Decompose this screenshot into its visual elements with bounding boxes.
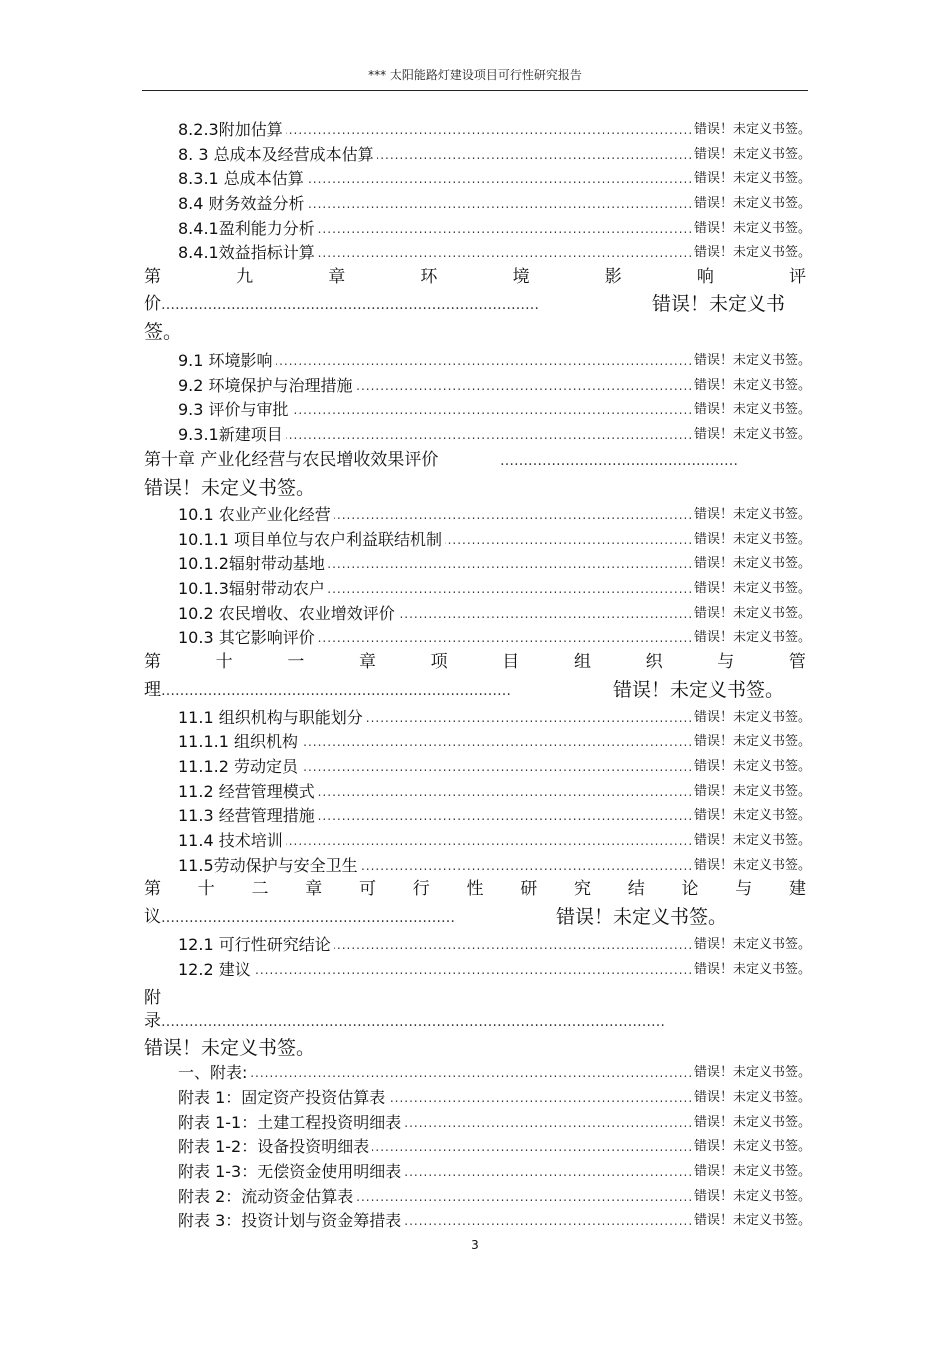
chapter-char: 织 — [645, 652, 663, 672]
toc-entry-label: 11.1 组织机构与职能划分 — [178, 708, 366, 728]
toc-entry-label: 12.1 可行性研究结论 — [178, 935, 334, 955]
toc-entry-error: 错误！未定义书签。 — [694, 710, 812, 725]
chapter-char: 章 — [358, 652, 376, 672]
dot-leader — [178, 1063, 694, 1083]
toc-entry-error: 错误！未定义书签。 — [694, 1115, 812, 1130]
toc-entry-error: 错误！未定义书签。 — [694, 532, 812, 547]
chapter-char: 项 — [430, 652, 448, 672]
chapter-char: 管 — [788, 652, 806, 672]
toc-entry-error: 错误！未定义书签。 — [694, 378, 812, 393]
toc-entry-10-2[interactable] — [178, 604, 818, 624]
chapter-char: 论 — [681, 879, 699, 899]
chapter-char: 第 — [144, 652, 161, 672]
toc-entry-label: 一、附表: — [178, 1063, 250, 1083]
chapter-11-error: 错误！未定义书签。 — [613, 679, 785, 701]
toc-entry-label: 8.4.1盈利能力分析 — [178, 219, 318, 239]
toc-entry-label: 10.3 其它影响评价 — [178, 628, 318, 648]
chapter-char: 二 — [251, 879, 269, 899]
toc-entry-error: 错误！未定义书签。 — [694, 784, 812, 799]
chapter-char: 组 — [573, 652, 591, 672]
toc-entry-error: 错误！未定义书签。 — [694, 630, 812, 645]
chapter-char: 环 — [420, 267, 438, 287]
toc-entry-9-1[interactable] — [178, 351, 818, 371]
toc-entry-table-2[interactable] — [178, 1187, 818, 1207]
chapter-char: 十 — [197, 879, 215, 899]
toc-entry-10-3[interactable] — [178, 628, 818, 648]
chapter-10-heading[interactable] — [144, 446, 438, 474]
toc-entry-label: 11.1.2 劳动定员 — [178, 757, 301, 777]
chapter-title: 第十章 产业化经营与农民增收效果评价 — [144, 450, 439, 470]
toc-entry-table-1-2[interactable] — [178, 1137, 818, 1157]
toc-entry-table-1-3[interactable] — [178, 1162, 818, 1182]
chapter-char: 与 — [735, 879, 753, 899]
chapter-char: 十 — [215, 652, 233, 672]
toc-entry-10-1-2[interactable] — [178, 554, 818, 574]
chapter-char: 结 — [627, 879, 645, 899]
toc-entry-9-2[interactable] — [178, 376, 818, 396]
dot-leader: ……………………………………………………………………………………………… — [161, 1014, 665, 1030]
running-header: *** 太阳能路灯建设项目可行性研究报告 — [368, 68, 582, 82]
chapter-char: 影 — [604, 267, 622, 287]
toc-entry-error: 错误！未定义书签。 — [694, 556, 812, 571]
toc-entry-error: 错误！未定义书签。 — [694, 1189, 812, 1204]
toc-entry-label: 8.2.3附加估算 — [178, 120, 286, 140]
chapter-10-leader — [500, 446, 738, 474]
toc-entry-error: 错误！未定义书签。 — [694, 1213, 812, 1228]
toc-entry-label: 附表 3：投资计划与资金筹措表 — [178, 1211, 404, 1231]
chapter-char: 第 — [144, 879, 161, 899]
toc-entry-11-2[interactable] — [178, 782, 818, 802]
chapter-char: 行 — [412, 879, 430, 899]
toc-entry-8-3[interactable] — [178, 145, 818, 165]
chapter-char: 评 — [788, 267, 806, 287]
chapter-char: 一 — [287, 652, 305, 672]
toc-entry-label: 9.3 评价与审批 — [178, 400, 292, 420]
toc-entry-error: 错误！未定义书签。 — [694, 221, 812, 236]
toc-entry-table-1[interactable] — [178, 1088, 818, 1108]
toc-entry-label: 附表 1-2：设备投资明细表 — [178, 1137, 372, 1157]
chapter-9-error: 错误！未定义书 — [652, 293, 786, 315]
toc-entry-label: 8.4 财务效益分析 — [178, 194, 308, 214]
toc-entry-label: 8. 3 总成本及经营成本估算 — [178, 145, 377, 165]
toc-entry-label: 11.3 经营管理措施 — [178, 806, 318, 826]
dot-leader: …………………………………………… — [500, 453, 738, 469]
chapter-tail: 理 — [144, 680, 161, 700]
dot-leader: ……………………………………………………… — [161, 910, 455, 926]
toc-entry-appendix-tables[interactable] — [178, 1063, 818, 1083]
toc-entry-error: 错误！未定义书签。 — [694, 1065, 812, 1080]
dot-leader: ……………………………………………………………………… — [161, 297, 539, 313]
toc-entry-label: 10.1.2辐射带动基地 — [178, 554, 328, 574]
appendix-title: 录 — [144, 1011, 161, 1031]
chapter-char: 章 — [328, 267, 346, 287]
toc-entry-error: 错误！未定义书签。 — [694, 1090, 812, 1105]
toc-entry-error: 错误！未定义书签。 — [694, 427, 812, 442]
chapter-9-leader-line — [144, 290, 539, 318]
appendix-heading-line2 — [144, 1007, 665, 1035]
toc-entry-error: 错误！未定义书签。 — [694, 759, 812, 774]
toc-entry-error: 错误！未定义书签。 — [694, 858, 812, 873]
toc-entry-label: 9.3.1新建项目 — [178, 425, 286, 445]
toc-entry-error: 错误！未定义书签。 — [694, 245, 812, 260]
toc-entry-table-1-1[interactable] — [178, 1113, 818, 1133]
chapter-char: 建 — [789, 879, 806, 899]
chapter-12-error: 错误！未定义书签。 — [556, 906, 728, 928]
toc-entry-label: 10.1.3辐射带动农户 — [178, 579, 328, 599]
toc-entry-error: 错误！未定义书签。 — [694, 1139, 812, 1154]
toc-entry-10-1-1[interactable] — [178, 530, 818, 550]
chapter-char: 性 — [466, 879, 484, 899]
toc-entry-error: 错误！未定义书签。 — [694, 353, 812, 368]
chapter-11-leader-line — [144, 676, 511, 704]
toc-entry-error: 错误！未定义书签。 — [694, 196, 812, 211]
toc-entry-label: 9.1 环境影响 — [178, 351, 276, 371]
toc-entry-label: 12.2 建议 — [178, 960, 254, 980]
toc-entry-label: 11.2 经营管理模式 — [178, 782, 318, 802]
toc-entry-11-1-1[interactable] — [178, 732, 818, 752]
chapter-9-error-end: 签。 — [144, 321, 183, 343]
toc-entry-label: 附表 2：流动资金估算表 — [178, 1187, 356, 1207]
dot-leader: ………………………………………………………………… — [161, 683, 511, 699]
toc-entry-9-3-1[interactable] — [178, 425, 818, 445]
toc-entry-12-2[interactable] — [178, 960, 818, 980]
chapter-char: 九 — [236, 267, 254, 287]
toc-entry-8-4[interactable] — [178, 194, 818, 214]
dot-leader — [178, 960, 694, 980]
toc-entry-8-4-1a[interactable] — [178, 219, 818, 239]
toc-entry-10-1[interactable] — [178, 505, 818, 525]
toc-entry-label: 附表 1-3：无偿资金使用明细表 — [178, 1162, 404, 1182]
toc-entry-11-1[interactable] — [178, 708, 818, 728]
toc-entry-label: 10.1.1 项目单位与农户利益联结机制 — [178, 530, 445, 550]
chapter-char: 第 — [144, 267, 161, 287]
chapter-char: 研 — [520, 879, 538, 899]
chapter-char: 究 — [574, 879, 591, 899]
toc-entry-11-4[interactable] — [178, 831, 818, 851]
toc-entry-9-3[interactable] — [178, 400, 818, 420]
page-number: 3 — [471, 1238, 479, 1252]
toc-entry-label: 8.3.1 总成本估算 — [178, 169, 307, 189]
toc-entry-error: 错误！未定义书签。 — [694, 122, 812, 137]
header-rule — [142, 90, 808, 91]
appendix-title: 附 — [144, 988, 161, 1008]
toc-entry-error: 错误！未定义书签。 — [694, 147, 812, 162]
chapter-10-error: 错误！未定义书签。 — [144, 477, 316, 499]
chapter-12-heading[interactable] — [144, 877, 806, 901]
toc-entry-11-3[interactable] — [178, 806, 818, 826]
chapter-tail: 议 — [144, 907, 161, 927]
toc-entry-12-1[interactable] — [178, 935, 818, 955]
toc-entry-8-4-1b[interactable] — [178, 243, 818, 263]
chapter-char: 响 — [696, 267, 714, 287]
toc-entry-error: 错误！未定义书签。 — [694, 1164, 812, 1179]
toc-entry-10-1-3[interactable] — [178, 579, 818, 599]
toc-entry-error: 错误！未定义书签。 — [694, 962, 812, 977]
appendix-error: 错误！未定义书签。 — [144, 1037, 316, 1059]
toc-entry-error: 错误！未定义书签。 — [694, 606, 812, 621]
toc-entry-error: 错误！未定义书签。 — [694, 808, 812, 823]
toc-entry-error: 错误！未定义书签。 — [694, 507, 812, 522]
toc-entry-8-3-1[interactable] — [178, 169, 818, 189]
chapter-9-heading[interactable] — [144, 265, 806, 289]
toc-entry-label: 附表 1-1：土建工程投资明细表 — [178, 1113, 404, 1133]
chapter-char: 境 — [512, 267, 530, 287]
toc-entry-label: 11.5劳动保护与安全卫生 — [178, 856, 361, 876]
toc-entry-error: 错误！未定义书签。 — [694, 581, 812, 596]
toc-entry-error: 错误！未定义书签。 — [694, 937, 812, 952]
toc-entry-label: 9.2 环境保护与治理措施 — [178, 376, 356, 396]
chapter-tail: 价 — [144, 294, 161, 314]
toc-entry-error: 错误！未定义书签。 — [694, 171, 812, 186]
chapter-char: 可 — [359, 879, 376, 899]
chapter-char: 目 — [502, 652, 520, 672]
toc-entry-error: 错误！未定义书签。 — [694, 734, 812, 749]
chapter-11-heading[interactable] — [144, 650, 806, 674]
toc-entry-label: 11.1.1 组织机构 — [178, 732, 301, 752]
toc-entry-label: 10.1 农业产业化经营 — [178, 505, 334, 525]
toc-entry-error: 错误！未定义书签。 — [694, 402, 812, 417]
chapter-char: 与 — [717, 652, 735, 672]
toc-entry-label: 10.2 农民增收、农业增效评价 — [178, 604, 398, 624]
toc-entry-error: 错误！未定义书签。 — [694, 833, 812, 848]
toc-entry-label: 附表 1：固定资产投资估算表 — [178, 1088, 388, 1108]
toc-entry-11-5[interactable] — [178, 856, 818, 876]
toc-entry-8-2-3[interactable] — [178, 120, 818, 140]
toc-entry-label: 8.4.1效益指标计算 — [178, 243, 318, 263]
chapter-12-leader-line — [144, 903, 455, 931]
toc-entry-table-3[interactable] — [178, 1211, 818, 1231]
toc-entry-11-1-2[interactable] — [178, 757, 818, 777]
toc-entry-label: 11.4 技术培训 — [178, 831, 286, 851]
chapter-char: 章 — [305, 879, 323, 899]
